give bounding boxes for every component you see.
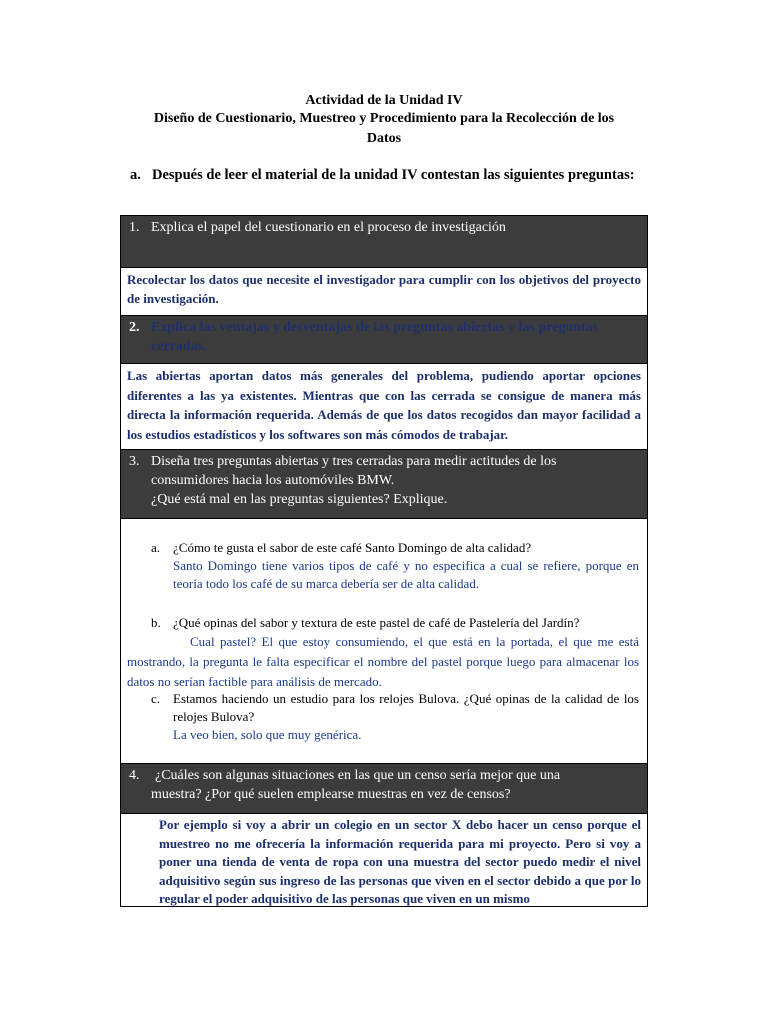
subquestion-answer: La veo bien, solo que muy genérica. — [173, 727, 362, 742]
instruction — [130, 167, 635, 184]
document-subtitle: Diseño de Cuestionario, Muestreo y Procedimiento para la Recolección de los — [153, 111, 615, 126]
question-line: ¿Cuáles son algunas situaciones en las que un censo sería mejor que una — [155, 768, 561, 783]
subquestion-answer: Santo Domingo tiene varios tipos de café y no especifica a cual se refiere, porque en teoría todo los café de su marca debería ser de alta calidad. — [173, 558, 639, 591]
answer-row-3 — [121, 519, 647, 764]
question-line: consumidores hacia los automóviles BMW. — [151, 473, 395, 488]
question-text: Explica las ventajas y desventajas de las preguntas abiertas y las preguntas cerradas. — [151, 320, 599, 354]
subquestion-text: ¿Cómo te gusta el sabor de este café Santo Domingo de alta calidad? — [173, 540, 532, 555]
answer-text: Por ejemplo si voy a abrir un colegio en un sector X debo hacer un censo porque el muestreo no me ofrecería la información requerida para mi proyecto. Pero si voy a poner una tienda de venta de ropa con una muestra del sector puedo medir el nivel adquisitivo según sus ingreso de las personas que viven en el sector debido a que por lo regular el poder adquisitivo de las personas que viven en un mismo — [159, 817, 641, 906]
subquestion-b — [121, 614, 647, 692]
question-line: ¿Qué está mal en las preguntas siguientes? Explique. — [151, 492, 448, 507]
question-number: 4. — [129, 768, 140, 783]
question-number: 3. — [129, 454, 140, 469]
answer-text: Las abiertas aportan datos más generales del problema, pudiendo aportar opciones diferentes a las ya existentes. Mientras que con las cerrada se consigue de manera más directa la información requerida. Además de que los datos recogidos dan mayor facilidad a los estudios estadísticos y los softwares son más cómodos de trabajar. — [127, 368, 641, 442]
document-subtitle-cont: Datos — [366, 131, 402, 146]
answer-row-2 — [121, 364, 647, 450]
subquestion-letter: b. — [151, 615, 161, 630]
answer-row-1 — [121, 268, 647, 316]
question-row-4 — [121, 764, 647, 814]
question-text: Explica el papel del cuestionario en el proceso de investigación — [151, 220, 506, 235]
subquestion-a — [121, 539, 647, 593]
question-row-3 — [121, 450, 647, 519]
question-line: muestra? ¿Por qué suelen emplearse muestras en vez de censos? — [151, 787, 511, 802]
instruction-marker: a. — [130, 167, 141, 183]
question-line: Diseña tres preguntas abiertas y tres cerradas para medir actitudes de los — [151, 454, 557, 469]
document-title: Actividad de la Unidad IV — [305, 93, 463, 108]
subquestion-text: ¿Qué opinas del sabor y textura de este pastel de café de Pastelería del Jardín? — [173, 615, 580, 630]
question-row-1 — [121, 216, 647, 268]
question-row-2 — [121, 316, 647, 364]
question-number: 2. — [129, 320, 140, 335]
instruction-text: Después de leer el material de la unidad IV contestan las siguientes preguntas: — [152, 167, 635, 183]
subquestion-answer: Cual pastel? El que estoy consumiendo, el que está en la portada, el que me está mostrando, la pregunta le falta especificar el nombre del pastel porque luego para almacenar los datos no serían factible para análisis de mercado. — [127, 634, 639, 689]
question-number: 1. — [129, 220, 140, 235]
answer-text: Recolectar los datos que necesite el investigador para cumplir con los objetivos del proyecto de investigación. — [127, 272, 641, 306]
subquestion-letter: c. — [151, 691, 161, 706]
subquestion-c — [121, 690, 647, 744]
answer-row-4 — [121, 814, 647, 906]
questions-table — [120, 215, 648, 907]
subquestion-letter: a. — [151, 540, 161, 555]
subquestion-text: Estamos haciendo un estudio para los relojes Bulova. ¿Qué opinas de la calidad de los relojes Bulova? — [173, 691, 639, 724]
